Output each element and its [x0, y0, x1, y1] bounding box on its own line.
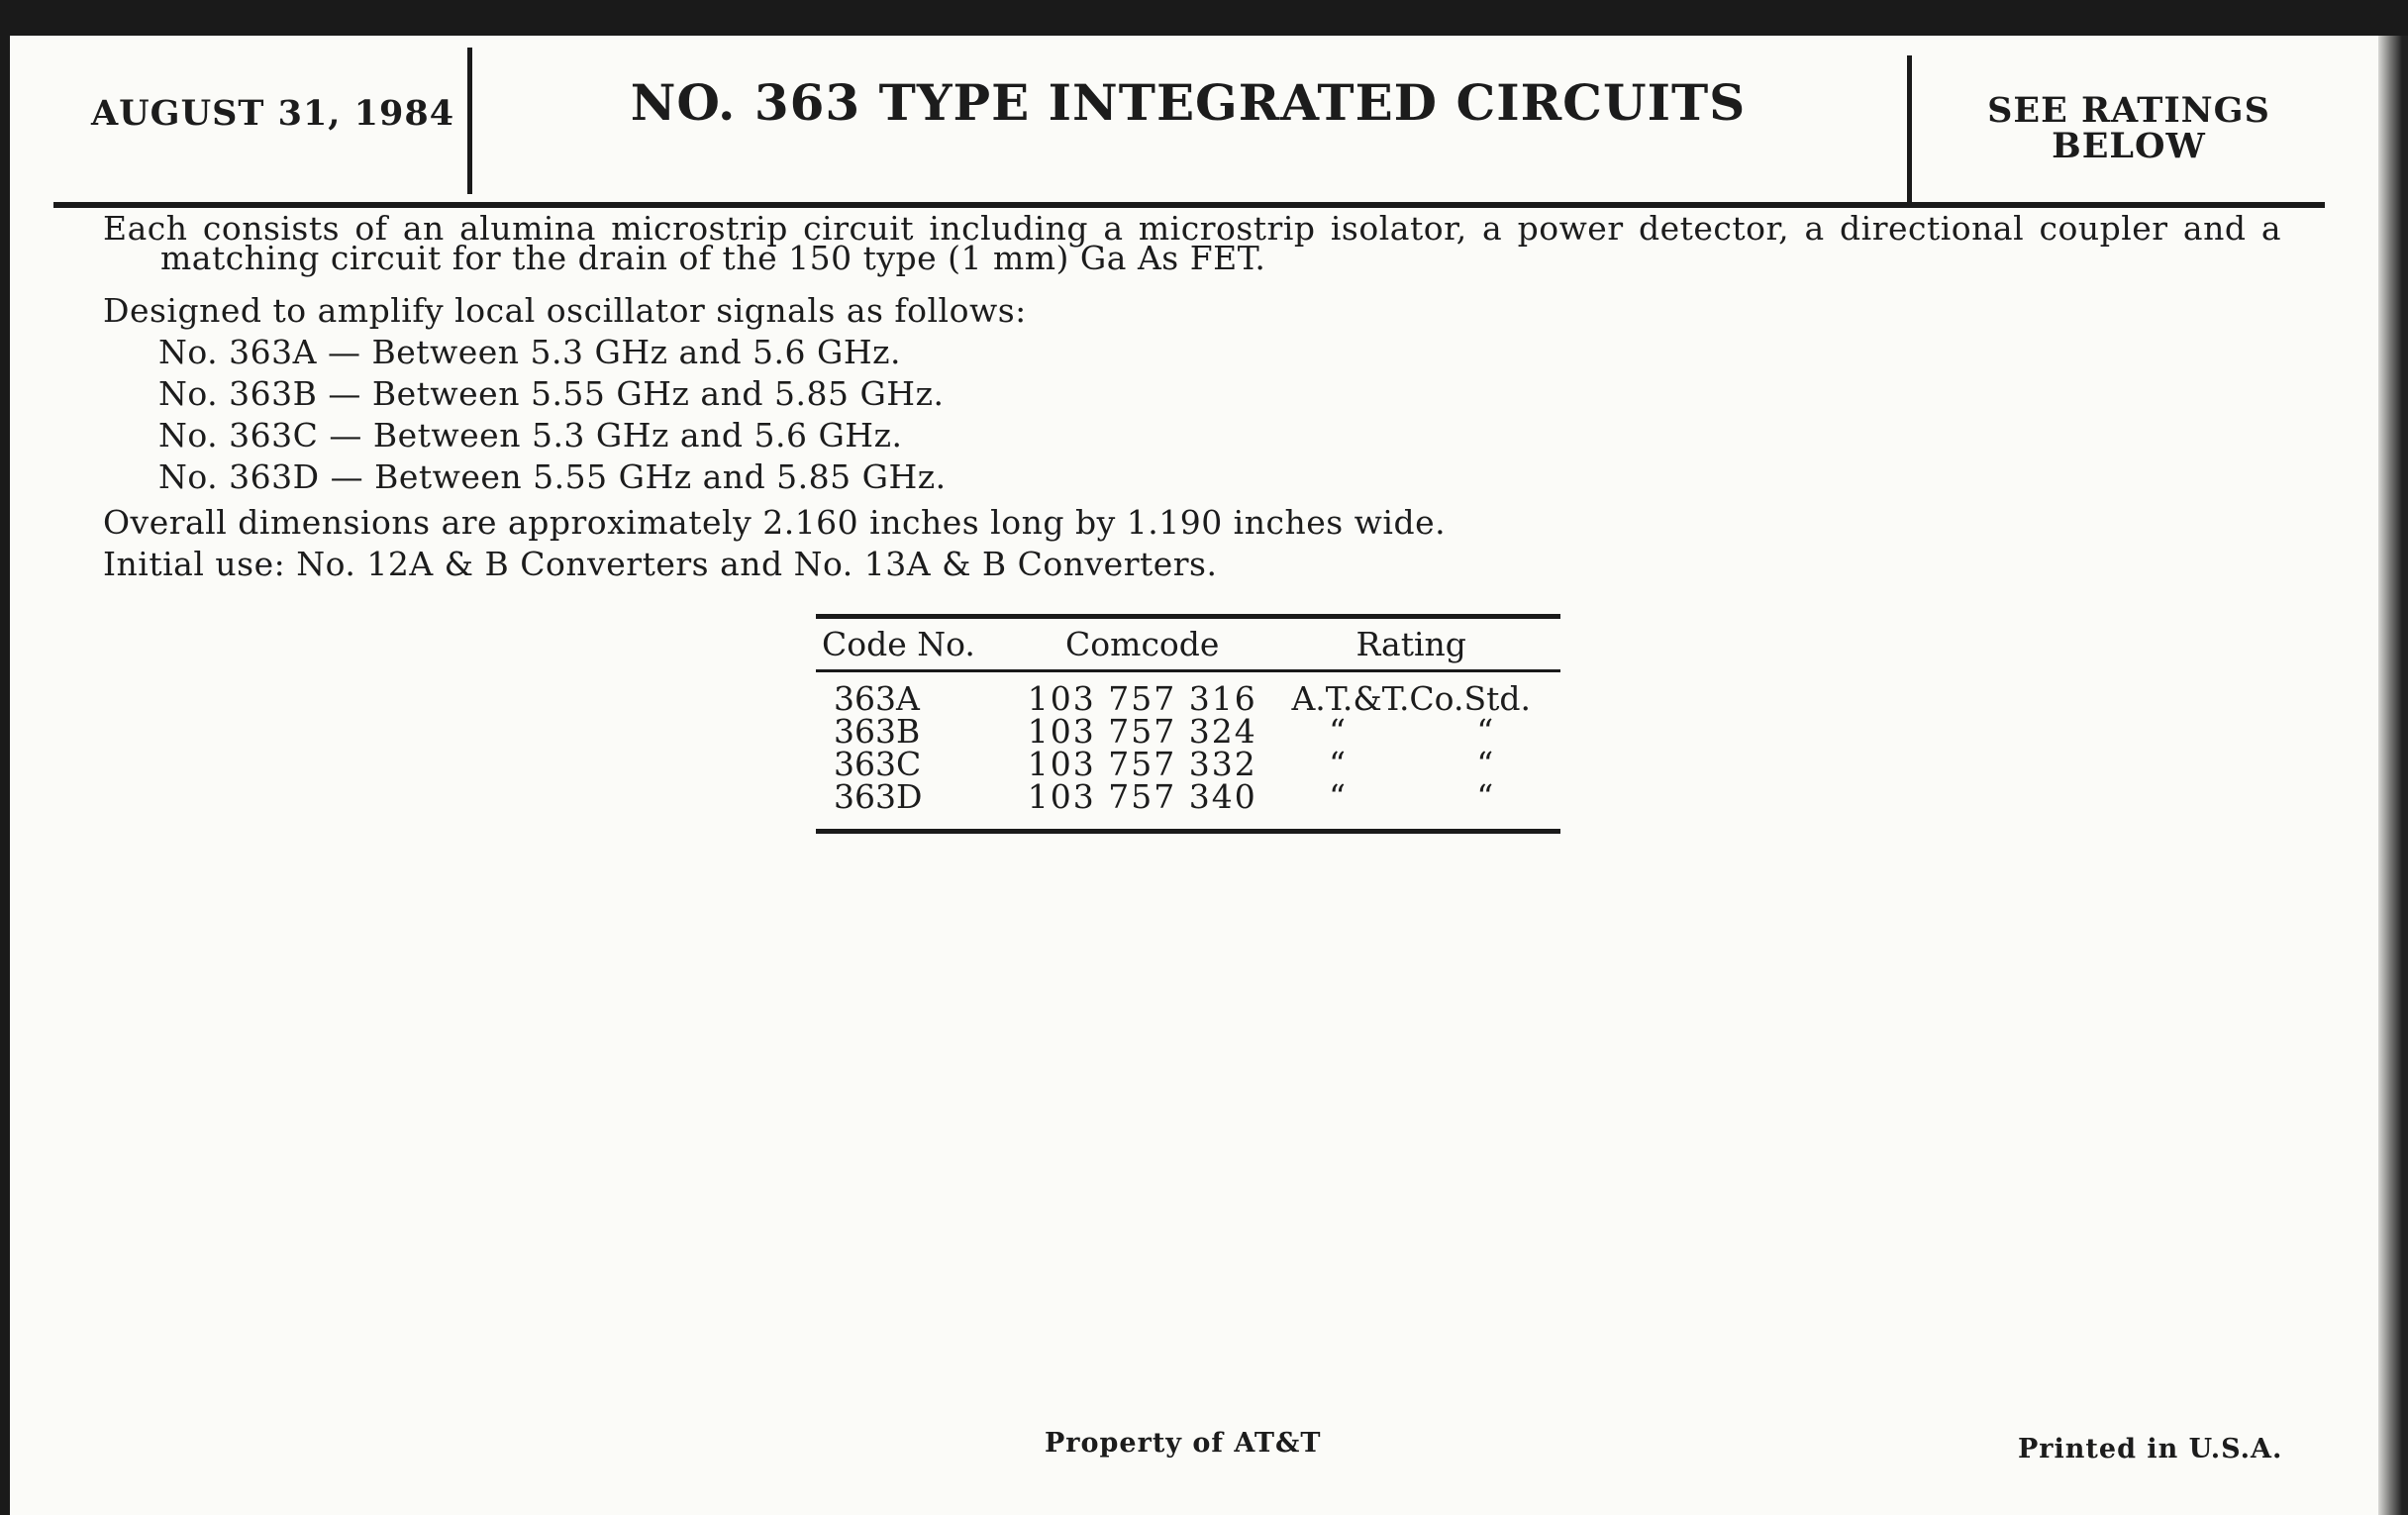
table-row	[816, 715, 1560, 748]
description-paragraph	[103, 209, 2281, 277]
property-notice: Property of AT&T	[1045, 1428, 1322, 1459]
header-divider-right	[1907, 55, 1912, 202]
designed-intro: Designed to amplify local oscillator signals as follows:	[103, 291, 1027, 330]
comcode-cell: 103 757 332	[1027, 745, 1257, 783]
code-cell: 363A	[834, 679, 920, 718]
header-rating: Rating	[1261, 617, 1560, 671]
variant-363c: No. 363C — Between 5.3 GHz and 5.6 GHz.	[158, 416, 903, 454]
ratings-note	[1951, 90, 2307, 166]
header-comcode: Comcode	[1023, 617, 1261, 671]
description-line-1: Each consists of an alumina microstrip circuit including a microstrip isolator, a power detector, a directional coupler and a	[103, 209, 2281, 248]
header-divider-left	[467, 48, 472, 194]
variant-363b: No. 363B — Between 5.55 GHz and 5.85 GHz.	[158, 374, 945, 413]
header-code-no: Code No.	[816, 617, 1023, 671]
comcode-cell: 103 757 324	[1027, 712, 1257, 751]
ditto-mark: “	[1476, 745, 1494, 783]
code-cell: 363D	[834, 777, 923, 816]
table-header-row	[816, 617, 1560, 671]
issue-date: AUGUST 31, 1984	[91, 93, 455, 134]
rating-cell	[1261, 777, 1560, 832]
card-edge-shadow	[2378, 36, 2408, 1515]
table-row	[816, 780, 1560, 832]
page-title: NO. 363 TYPE INTEGRATED CIRCUITS	[630, 73, 1747, 132]
description-line-2: matching circuit for the drain of the 150 type (1 mm) Ga As FET.	[160, 239, 1266, 277]
ditto-mark: “	[1476, 777, 1494, 816]
comcode-cell: 103 757 340	[1027, 777, 1257, 816]
ratings-note-line2: BELOW	[2052, 126, 2206, 166]
code-cell: 363C	[834, 745, 922, 783]
printed-notice: Printed in U.S.A.	[2018, 1434, 2283, 1464]
rating-cell: A.T.&T.Co.Std.	[1291, 679, 1531, 718]
rating-cell	[1261, 712, 1560, 751]
ratings-note-line1: SEE RATINGS	[1987, 90, 2270, 131]
header-rule	[53, 202, 2325, 208]
ditto-mark: “	[1329, 745, 1346, 783]
dimensions-text: Overall dimensions are approximately 2.160 inches long by 1.190 inches wide.	[103, 503, 1447, 542]
initial-use-text: Initial use: No. 12A & B Converters and No. 13A & B Converters.	[103, 545, 1218, 583]
variant-363d: No. 363D — Between 5.55 GHz and 5.85 GHz.	[158, 457, 947, 496]
comcode-cell: 103 757 316	[1027, 679, 1257, 718]
variant-363a: No. 363A — Between 5.3 GHz and 5.6 GHz.	[158, 333, 902, 371]
table-row	[816, 748, 1560, 780]
ditto-mark: “	[1329, 777, 1346, 816]
ratings-table	[816, 614, 1560, 834]
ditto-mark: “	[1476, 712, 1494, 751]
ditto-mark: “	[1329, 712, 1346, 751]
table-row	[816, 671, 1560, 716]
code-cell: 363B	[834, 712, 921, 751]
rating-cell	[1261, 745, 1560, 783]
